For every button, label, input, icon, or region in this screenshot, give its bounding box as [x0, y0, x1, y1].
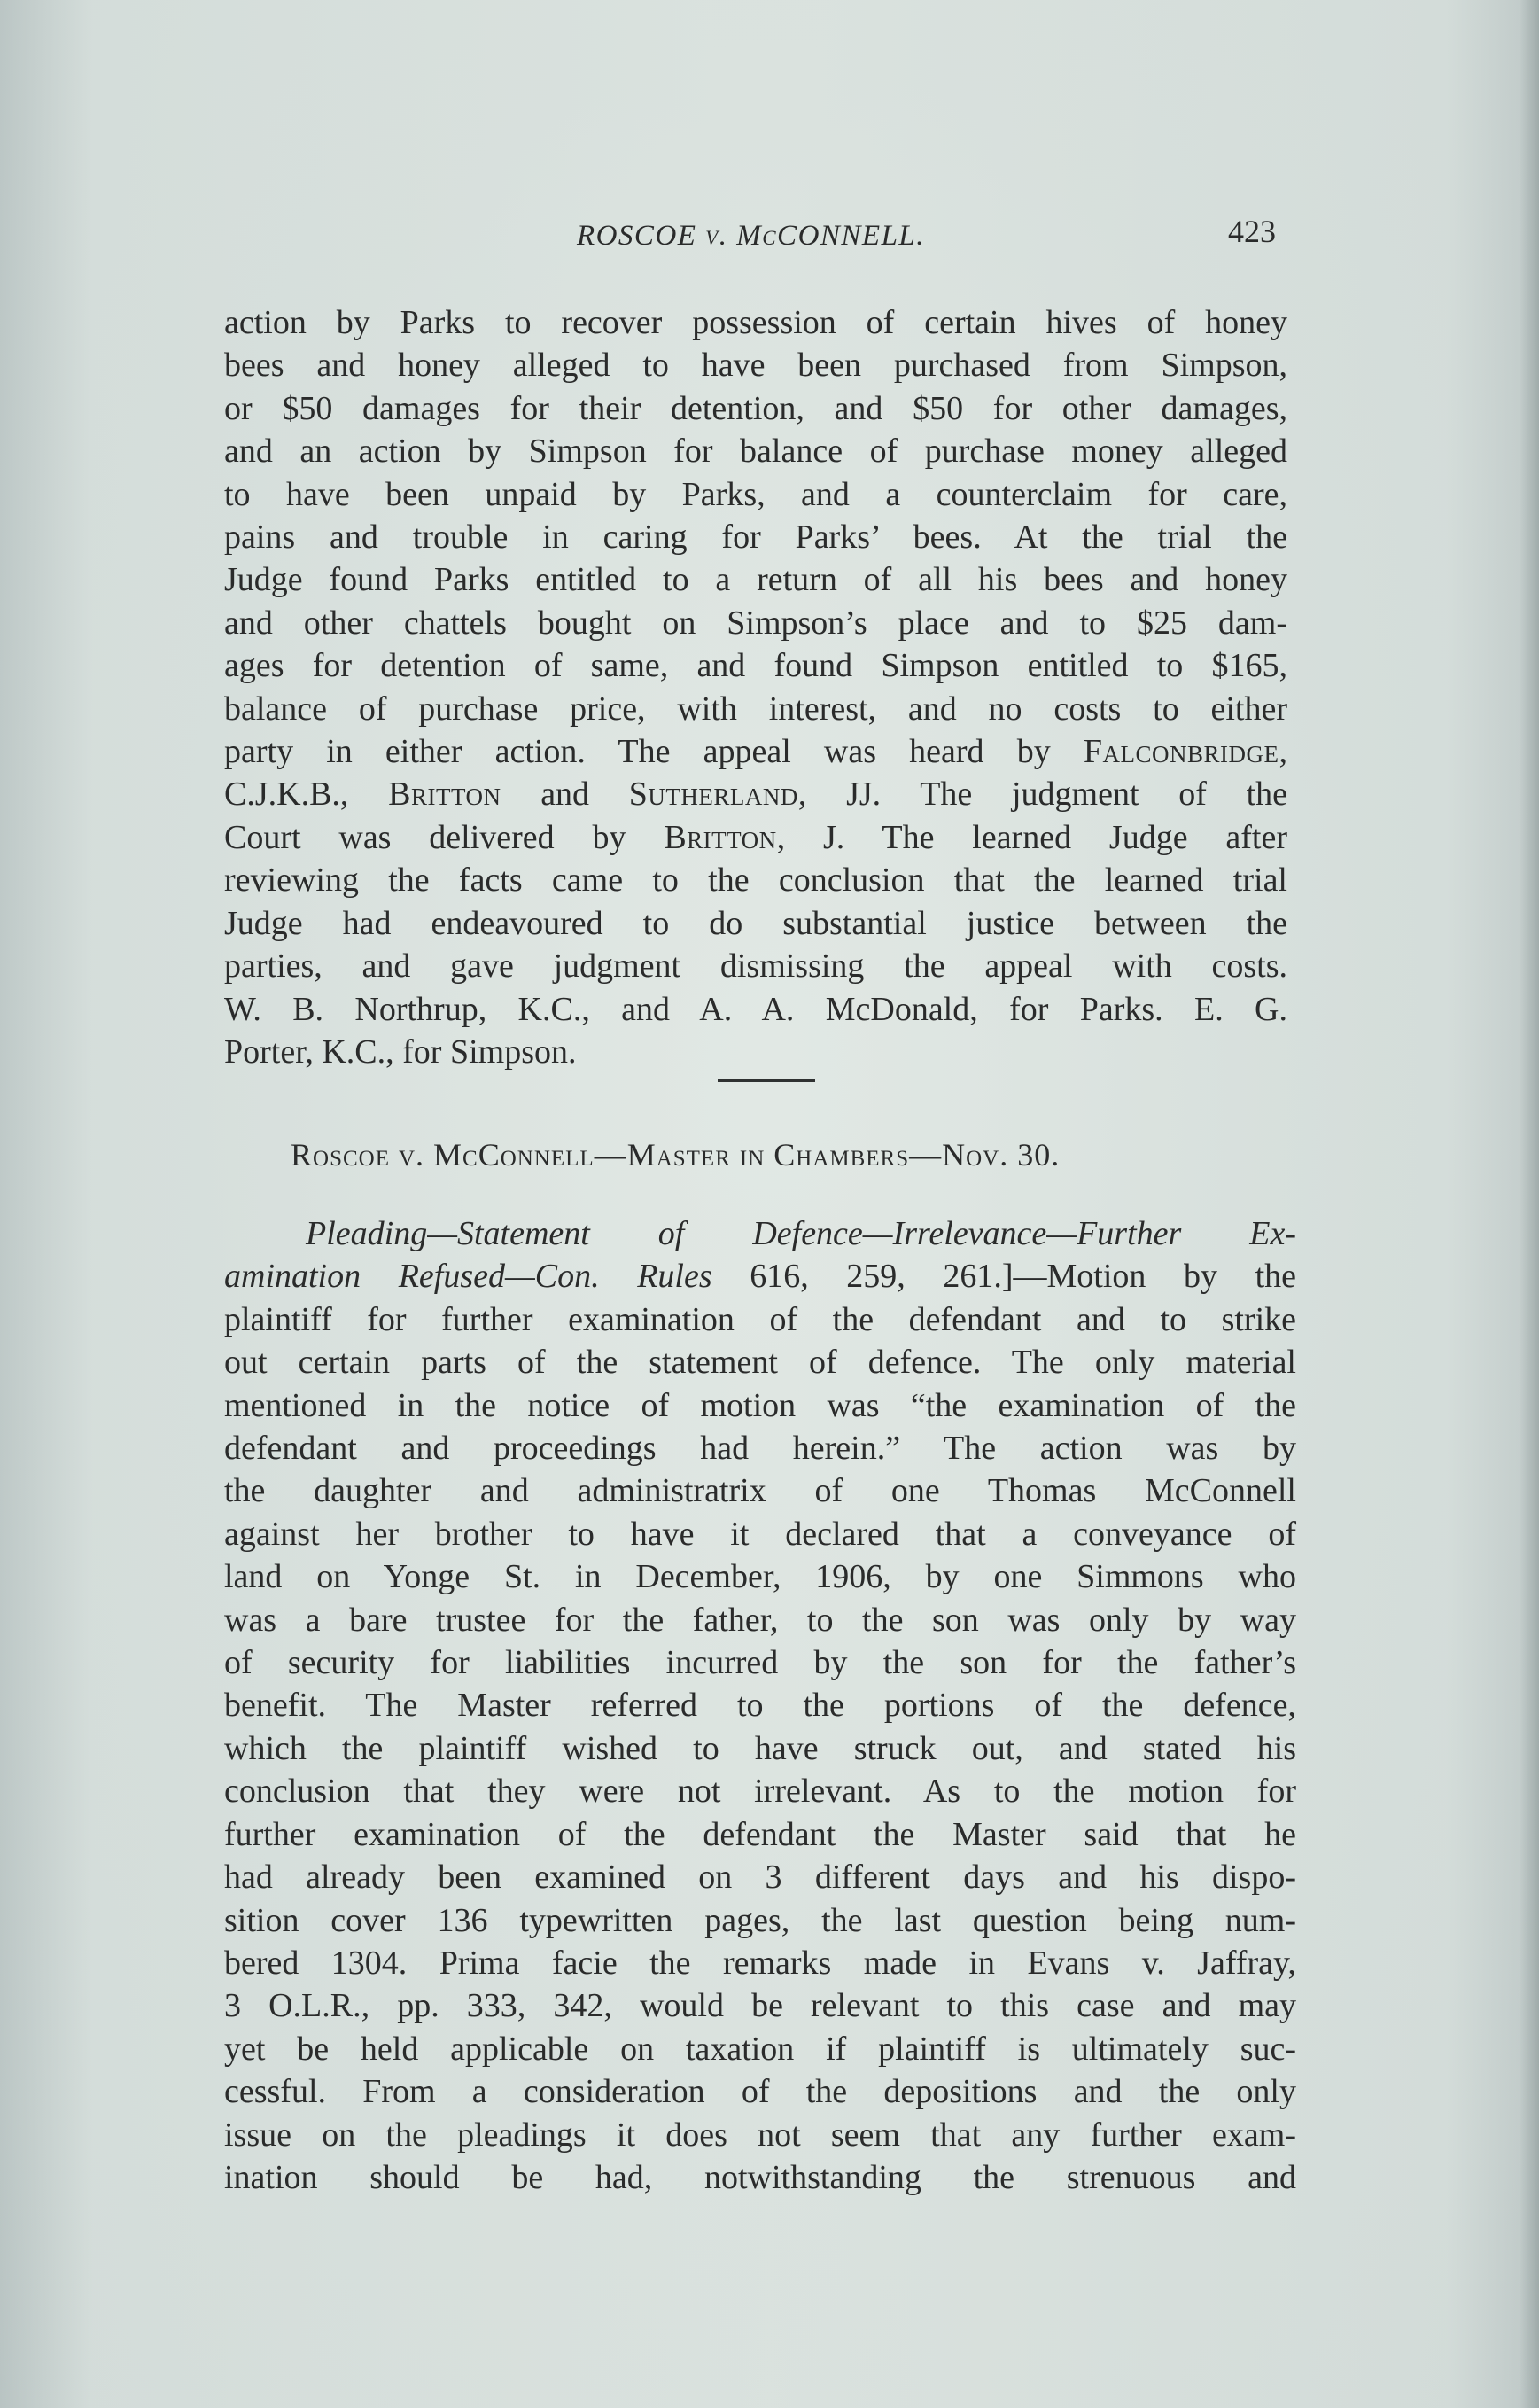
headnote-line — [224, 1212, 1296, 1255]
page-header — [226, 213, 1276, 266]
text-line: pains and trouble in caring for Parks’ bees. At the trial the — [224, 518, 1287, 557]
headnote-text: Pleading—Statement of Defence—Irrelevance—Further Ex- — [306, 1215, 1296, 1252]
text-line: issue on the pleadings it does not seem that any further exam- — [224, 2116, 1296, 2154]
text-run: 616, 259, 261.]—Motion by the — [750, 1258, 1296, 1296]
headnote-text: amination Refused—Con. Rules — [224, 1258, 712, 1296]
text-line: cessful. From a consideration of the depositions and the only — [224, 2073, 1296, 2111]
headnote-line — [224, 1255, 1296, 1298]
text-line: reviewing the facts came to the conclusion that the learned trial — [224, 861, 1287, 900]
text-line: parties, and gave judgment dismissing the appeal with costs. — [224, 947, 1287, 986]
paragraph-parks-v-simpson — [224, 301, 1287, 1073]
text-line: sition cover 136 typewritten pages, the last question being num- — [224, 1901, 1296, 1939]
text-line: benefit. The Master referred to the portions of the defence, — [224, 1687, 1296, 1725]
page-number: 423 — [1228, 214, 1276, 249]
text-line: party in either action. The appeal was heard by Falconbridge, — [224, 733, 1287, 771]
text-line: Porter, K.C., for Simpson. — [224, 1033, 577, 1071]
text-line: further examination of the defendant the Master said that he — [224, 1815, 1296, 1853]
text-line: W. B. Northrup, K.C., and A. A. McDonald, for Parks. E. G. — [224, 990, 1287, 1028]
text-line: had already been examined on 3 different days and his dispo- — [224, 1859, 1296, 1897]
text-line: action by Parks to recover possession of certain hives of honey — [224, 304, 1287, 341]
text-line: plaintiff for further examination of the defendant and to strike — [224, 1300, 1296, 1338]
judge-name: Britton — [664, 818, 777, 856]
judge-name: Britton — [388, 775, 501, 814]
running-title: ROSCOE v. McCONNELL. — [576, 220, 926, 252]
text-line: mentioned in the notice of motion was “the examination of the — [224, 1386, 1296, 1424]
text-line: bees and honey alleged to have been purchased from Simpson, — [224, 347, 1287, 385]
text-line: defendant and proceedings had herein.” The action was by — [224, 1430, 1296, 1468]
text-line: ages for detention of same, and found Simpson entitled to $165, — [224, 647, 1287, 685]
judge-name: Sutherland — [628, 775, 798, 814]
text-line: of security for liabilities incurred by the son for the father’s — [224, 1644, 1296, 1682]
text-line: ination should be had, notwithstanding the strenuous and — [224, 2158, 1296, 2196]
text-line: Judge found Parks entitled to a return of all his bees and honey — [224, 561, 1287, 599]
text-line: and an action by Simpson for balance of purchase money alleged — [224, 433, 1287, 471]
text-line: conclusion that they were not irrelevant. As to the motion for — [224, 1773, 1296, 1811]
text-line: was a bare trustee for the father, to the son was only by way — [224, 1601, 1296, 1639]
judge-name: Falconbridge — [1083, 733, 1279, 771]
section-divider — [718, 1079, 815, 1082]
case-heading: Roscoe v. McConnell—Master in Chambers—Nov. 30. — [291, 1137, 1061, 1173]
page-edge-shadow — [1520, 0, 1539, 2408]
text-line: against her brother to have it declared that a conveyance of — [224, 1515, 1296, 1553]
paragraph-roscoe-v-mcconnell — [224, 1212, 1296, 2199]
text-line: Judge had endeavoured to do substantial justice between the — [224, 904, 1287, 942]
text-line: to have been unpaid by Parks, and a counterclaim for care, — [224, 475, 1287, 513]
text-line: and other chattels bought on Simpson’s place and to $25 dam- — [224, 604, 1287, 642]
text-line: Court was delivered by Britton, J. The learned Judge after — [224, 818, 1287, 856]
text-line: the daughter and administratrix of one Thomas McConnell — [224, 1472, 1296, 1510]
text-line: bered 1304. Prima facie the remarks made in Evans v. Jaffray, — [224, 1944, 1296, 1982]
text-line: which the plaintiff wished to have struck out, and stated his — [224, 1729, 1296, 1767]
text-line: or $50 damages for their detention, and $50 for other damages, — [224, 389, 1287, 427]
text-line: balance of purchase price, with interest, and no costs to either — [224, 690, 1287, 728]
text-line: yet be held applicable on taxation if plaintiff is ultimately suc- — [224, 2030, 1296, 2068]
text-line: 3 O.L.R., pp. 333, 342, would be relevant to this case and may — [224, 1987, 1296, 2025]
text-line: out certain parts of the statement of defence. The only material — [224, 1344, 1296, 1382]
text-line: C.J.K.B., Britton and Sutherland, JJ. The judgment of the — [224, 775, 1288, 814]
text-line: land on Yonge St. in December, 1906, by one Simmons who — [224, 1558, 1296, 1596]
